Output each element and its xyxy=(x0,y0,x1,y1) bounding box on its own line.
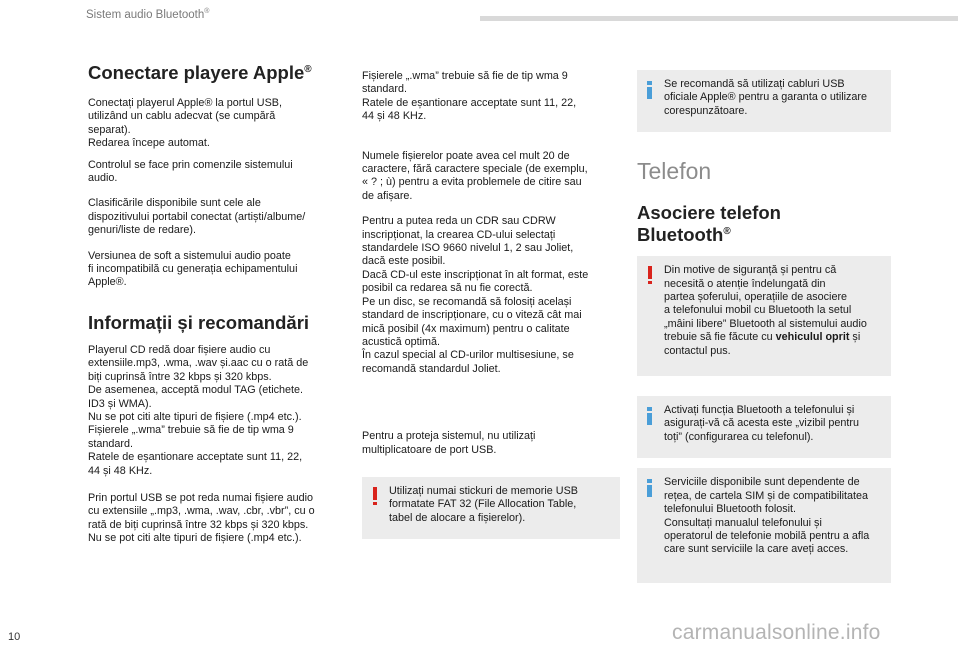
heading-bluetooth-pairing xyxy=(637,202,891,246)
warning-safety-text-before: Din motive de siguranță și pentru că necesită o atenție îndelungată din partea șoferului, operațiile de asociere a telefonului mobil cu Bluetooth la setul „mâini libere” Bluetooth al sistemului audio trebuie să fie făcute cu xyxy=(664,264,867,344)
paragraph-wma-files: Fișierele „.wma” trebuie să fie de tip wma 9 standard. Ratele de eșantionare acceptate sunt 11, 22, 44 și 48 KHz. xyxy=(362,70,577,123)
paragraph-cd-player: Playerul CD redă doar fișiere audio cu extensiile.mp3, .wma, .wav și.aac cu o rată de biți cuprinsă între 32 kbps și 320 kbps. De asemenea, acceptă modul TAG (etichete. ID3 și WMA). Nu se pot citi alte tipuri de fișiere (.mp4 etc.). Fișierele „.wma” trebuie să fie de tip wma 9 standard. Ratele de eșantionare acceptate sunt 11, 22, 44 și 48 KHz. xyxy=(88,343,309,477)
watermark: carmanualsonline.info xyxy=(672,621,881,644)
paragraph-usb-multiplier: Pentru a proteja sistemul, nu utilizați multiplicatoare de port USB. xyxy=(362,430,536,456)
info-icon xyxy=(647,407,652,423)
paragraph-controls: Controlul se face prin comenzile sistemului audio. xyxy=(88,158,293,185)
column-3 xyxy=(637,70,891,583)
page-number: 10 xyxy=(8,631,21,643)
warning-safety-text xyxy=(664,264,881,358)
running-header-sup: ® xyxy=(204,8,210,15)
header-rule xyxy=(480,16,958,21)
info-box-services xyxy=(637,468,891,582)
heading-apple-players-sup: ® xyxy=(304,63,312,75)
warning-usb-fat32-text: Utilizați numai stickuri de memorie USB formatate FAT 32 (File Allocation Table, tabel de alocare a fișierelor). xyxy=(389,484,578,524)
warning-box-usb-fat32 xyxy=(362,477,620,539)
heading-apple-players-text: Conectare playere Apple xyxy=(88,62,305,83)
warning-icon xyxy=(648,266,652,284)
info-box-bluetooth-activate xyxy=(637,396,891,458)
paragraph-cdr-burning: Pentru a putea reda un CDR sau CDRW inscripționat, la crearea CD-ului selectați standardele ISO 9660 nivelul 1, 2 sau Joliet, dacă este posibil. Dacă CD-ul este inscripționat în alt format, este posibil ca redarea să nu fie corectă. Pe un disc, se recomandă să folosiți același standard de inscripționare, cu o viteză cât mai mică posibil (4x maximum) pentru o calitate acustică optimă. În cazul special al CD-urilor multisesiune, se recomandă standardul Joliet. xyxy=(362,215,589,375)
info-bluetooth-activate-text: Activați funcția Bluetooth a telefonului și asigurați-vă că acesta este „vizibil pentru toți” (configurarea cu telefonul). xyxy=(664,404,860,443)
heading-bluetooth-pairing-line2: Bluetooth xyxy=(637,224,724,246)
warning-safety-text-after: și contactul pus. xyxy=(664,331,861,357)
info-icon xyxy=(647,479,652,495)
paragraph-usb-formats: Prin portul USB se pot reda numai fișiere audio cu extensiile „.mp3, .wma, .wav, .cbr, .vbr”, cu o rată de biți cuprinsă între 32 kbps și 320 kbps. Nu se pot citi alte tipuri de fișiere (.mp4 etc.). xyxy=(88,491,315,545)
heading-bluetooth-pairing-line1: Asociere telefon xyxy=(637,202,781,224)
column-2 xyxy=(362,70,620,539)
paragraph-software-version: Versiunea de soft a sistemului audio poate fi incompatibilă cu generația echipamentului Apple®. xyxy=(88,249,298,289)
warning-box-safety xyxy=(637,256,891,376)
warning-icon xyxy=(373,487,377,505)
column-1 xyxy=(88,62,350,546)
info-icon xyxy=(647,81,652,97)
info-box-apple-cables xyxy=(637,70,891,132)
running-header xyxy=(86,8,209,21)
info-apple-cables-text: Se recomandă să utilizați cabluri USB oficiale Apple® pentru a garanta o utilizare corespunzătoare. xyxy=(664,78,868,117)
section-title-telefon: Telefon xyxy=(637,158,712,185)
heading-apple-players xyxy=(88,62,350,84)
paragraph-file-names: Numele fișierelor poate avea cel mult 20 de caractere, fără caractere speciale (de exemplu, « ? ; ù) pentru a evita problemele de citire sau de afișare. xyxy=(362,149,588,202)
info-services-text: Serviciile disponibile sunt dependente de rețea, de cartela SIM și de compatibilitatea telefonului Bluetooth folosit. Consultați manualul telefonului și operatorul de telefonie mobilă pentru a afla care sunt serviciile la care aveți acces. xyxy=(664,476,870,556)
paragraph-connect-apple: Conectați playerul Apple® la portul USB, utilizând un cablu adecvat (se cumpără separat). Redarea începe automat. xyxy=(88,97,283,150)
heading-bluetooth-pairing-sup: ® xyxy=(723,226,731,238)
heading-info-recommendations: Informații și recomandări xyxy=(88,311,310,333)
paragraph-classifications: Clasificările disponibile sunt cele ale dispozitivului portabil conectat (artiști/albume/ genuri/liste de redare). xyxy=(88,197,306,237)
warning-safety-emphasis: vehiculul oprit xyxy=(775,331,850,344)
running-header-title: Sistem audio Bluetooth xyxy=(86,8,205,21)
